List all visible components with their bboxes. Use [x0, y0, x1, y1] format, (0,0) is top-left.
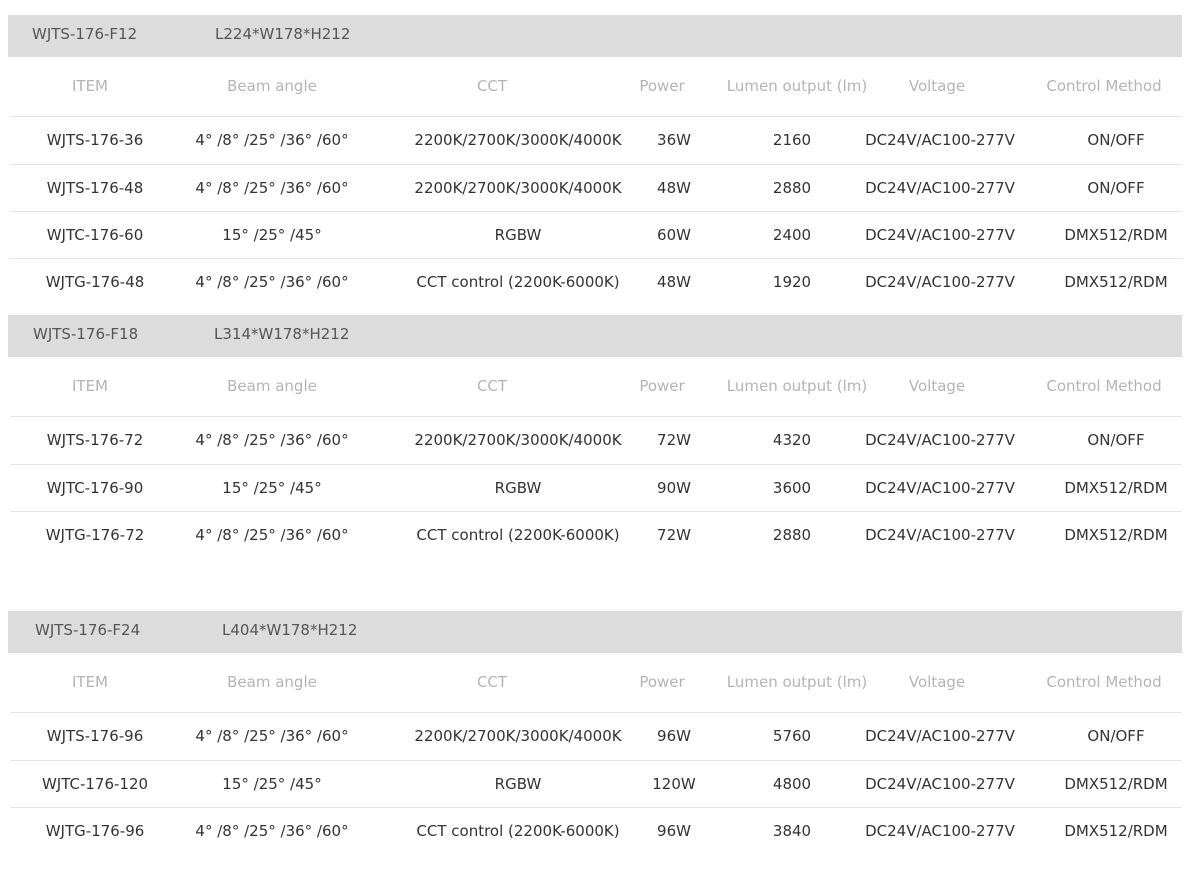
spec-section — [8, 315, 1182, 558]
column-header-beam-angle: Beam angle — [227, 673, 317, 691]
cell-item: WJTG-176-48 — [45, 273, 145, 291]
cell-beam-angle: 4° /8° /25° /36° /60° — [195, 822, 349, 840]
column-header-voltage: Voltage — [908, 377, 966, 395]
cell-power: 120W — [652, 775, 696, 793]
cell-beam-angle: 4° /8° /25° /36° /60° — [195, 273, 349, 291]
table-row — [10, 760, 1182, 808]
section-header — [8, 15, 1182, 57]
cell-control-method: ON/OFF — [1087, 131, 1145, 149]
cell-lumen-output: 5760 — [772, 727, 812, 745]
cell-lumen-output: 4800 — [772, 775, 812, 793]
column-header-power: Power — [639, 673, 685, 691]
cell-cct: RGBW — [494, 226, 542, 244]
section-dimensions: L224*W178*H212 — [215, 25, 351, 43]
cell-power: 72W — [657, 431, 691, 449]
cell-item: WJTC-176-90 — [46, 479, 144, 497]
table-row — [10, 464, 1182, 512]
cell-beam-angle: 4° /8° /25° /36° /60° — [195, 727, 349, 745]
section-model: WJTS-176-F18 — [33, 325, 139, 343]
column-header-beam-angle: Beam angle — [227, 377, 317, 395]
cell-beam-angle: 4° /8° /25° /36° /60° — [195, 526, 349, 544]
cell-voltage: DC24V/AC100-277V — [865, 822, 1015, 840]
cell-lumen-output: 3600 — [772, 479, 812, 497]
cell-lumen-output: 2880 — [772, 526, 812, 544]
column-header-lumen-output: Lumen output (lm) — [726, 673, 868, 691]
column-header-cct: CCT — [476, 377, 508, 395]
cell-lumen-output: 2880 — [772, 179, 812, 197]
cell-beam-angle: 15° /25° /45° — [222, 775, 322, 793]
cell-beam-angle: 15° /25° /45° — [222, 226, 322, 244]
cell-voltage: DC24V/AC100-277V — [865, 431, 1015, 449]
table-row — [10, 164, 1182, 212]
column-header-item: ITEM — [71, 377, 109, 395]
cell-item: WJTC-176-60 — [46, 226, 144, 244]
column-header-cct: CCT — [476, 77, 508, 95]
cell-voltage: DC24V/AC100-277V — [865, 226, 1015, 244]
column-header-lumen-output: Lumen output (lm) — [726, 377, 868, 395]
cell-item: WJTG-176-72 — [45, 526, 145, 544]
cell-item: WJTS-176-72 — [46, 431, 144, 449]
column-header-power: Power — [639, 77, 685, 95]
cell-cct: 2200K/2700K/3000K/4000K — [414, 727, 622, 745]
cell-power: 72W — [657, 526, 691, 544]
cell-voltage: DC24V/AC100-277V — [865, 526, 1015, 544]
cell-beam-angle: 4° /8° /25° /36° /60° — [195, 431, 349, 449]
column-header-voltage: Voltage — [908, 77, 966, 95]
cell-lumen-output: 2400 — [772, 226, 812, 244]
cell-voltage: DC24V/AC100-277V — [865, 131, 1015, 149]
cell-item: WJTS-176-96 — [46, 727, 144, 745]
cell-control-method: ON/OFF — [1087, 179, 1145, 197]
cell-control-method: DMX512/RDM — [1064, 775, 1168, 793]
column-header-control-method: Control Method — [1046, 377, 1162, 395]
cell-voltage: DC24V/AC100-277V — [865, 727, 1015, 745]
cell-cct: CCT control (2200K-6000K) — [416, 273, 620, 291]
cell-voltage: DC24V/AC100-277V — [865, 775, 1015, 793]
cell-power: 60W — [657, 226, 691, 244]
cell-cct: CCT control (2200K-6000K) — [416, 822, 620, 840]
table-row — [10, 417, 1182, 464]
spec-section — [8, 15, 1182, 305]
column-header-item: ITEM — [71, 77, 109, 95]
cell-power: 96W — [657, 822, 691, 840]
column-header-beam-angle: Beam angle — [227, 77, 317, 95]
cell-lumen-output: 4320 — [772, 431, 812, 449]
cell-power: 90W — [657, 479, 691, 497]
section-dimensions: L404*W178*H212 — [222, 621, 358, 639]
cell-power: 36W — [657, 131, 691, 149]
column-header-voltage: Voltage — [908, 673, 966, 691]
cell-control-method: ON/OFF — [1087, 431, 1145, 449]
column-header-cct: CCT — [476, 673, 508, 691]
section-header — [8, 315, 1182, 357]
cell-power: 48W — [657, 273, 691, 291]
column-header-item: ITEM — [71, 673, 109, 691]
cell-beam-angle: 4° /8° /25° /36° /60° — [195, 131, 349, 149]
cell-beam-angle: 15° /25° /45° — [222, 479, 322, 497]
cell-lumen-output: 1920 — [772, 273, 812, 291]
cell-item: WJTS-176-36 — [46, 131, 144, 149]
cell-voltage: DC24V/AC100-277V — [865, 179, 1015, 197]
table-row — [10, 713, 1182, 760]
cell-item: WJTC-176-120 — [41, 775, 149, 793]
cell-lumen-output: 3840 — [772, 822, 812, 840]
section-dimensions: L314*W178*H212 — [214, 325, 350, 343]
cell-control-method: DMX512/RDM — [1064, 479, 1168, 497]
cell-item: WJTS-176-48 — [46, 179, 144, 197]
section-header — [8, 611, 1182, 653]
cell-cct: 2200K/2700K/3000K/4000K — [414, 131, 622, 149]
spec-section — [8, 611, 1182, 854]
cell-control-method: DMX512/RDM — [1064, 226, 1168, 244]
cell-cct: 2200K/2700K/3000K/4000K — [414, 179, 622, 197]
table-row — [10, 511, 1182, 559]
cell-control-method: ON/OFF — [1087, 727, 1145, 745]
section-model: WJTS-176-F12 — [32, 25, 138, 43]
cell-voltage: DC24V/AC100-277V — [865, 273, 1015, 291]
column-header-control-method: Control Method — [1046, 673, 1162, 691]
cell-power: 96W — [657, 727, 691, 745]
cell-cct: CCT control (2200K-6000K) — [416, 526, 620, 544]
cell-control-method: DMX512/RDM — [1064, 273, 1168, 291]
cell-beam-angle: 4° /8° /25° /36° /60° — [195, 179, 349, 197]
table-row — [10, 211, 1182, 259]
cell-cct: RGBW — [494, 479, 542, 497]
cell-control-method: DMX512/RDM — [1064, 526, 1168, 544]
cell-power: 48W — [657, 179, 691, 197]
table-row — [10, 807, 1182, 855]
cell-cct: RGBW — [494, 775, 542, 793]
section-model: WJTS-176-F24 — [35, 621, 141, 639]
cell-item: WJTG-176-96 — [45, 822, 145, 840]
column-header-control-method: Control Method — [1046, 77, 1162, 95]
cell-control-method: DMX512/RDM — [1064, 822, 1168, 840]
table-row — [10, 258, 1182, 306]
table-row — [10, 117, 1182, 164]
cell-voltage: DC24V/AC100-277V — [865, 479, 1015, 497]
column-header-lumen-output: Lumen output (lm) — [726, 77, 868, 95]
cell-lumen-output: 2160 — [772, 131, 812, 149]
column-header-power: Power — [639, 377, 685, 395]
cell-cct: 2200K/2700K/3000K/4000K — [414, 431, 622, 449]
